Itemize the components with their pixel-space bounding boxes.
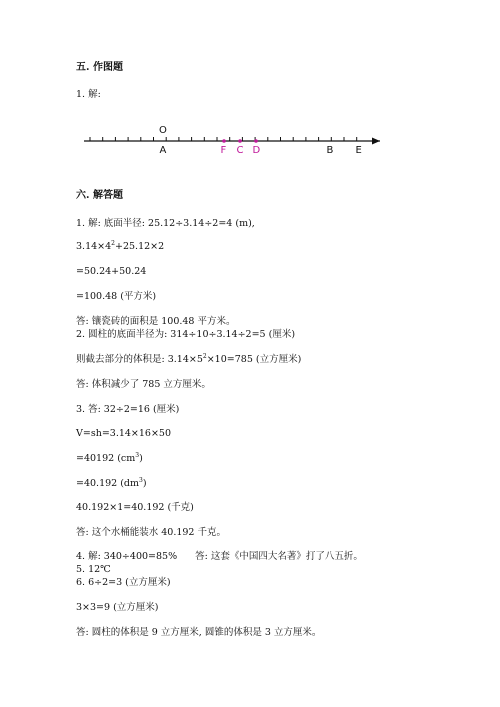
answer-line-2-tail: +25.12×2 (115, 241, 165, 252)
section-5-q1: 1. 解: (76, 89, 101, 100)
answer-line-4: =100.48 (平方米) (76, 291, 157, 302)
section-5-title: 五. 作图题 (76, 62, 123, 73)
answer-line-7 (76, 354, 301, 366)
answer-line-17: 6. 6÷2=3 (立方厘米) (76, 577, 171, 588)
answer-line-7-tail: ×10=785 (立方厘米) (206, 354, 302, 365)
point-marker-f (222, 139, 226, 143)
origin-label: O (159, 125, 167, 136)
answer-line-16: 5. 12℃ (76, 564, 111, 575)
answer-line-1: 1. 解: 底面半径: 25.12÷3.14÷2=4 (m), (76, 218, 255, 229)
point-marker-c (238, 139, 242, 143)
answer-line-3: =50.24+50.24 (76, 266, 147, 277)
close-paren: ) (142, 478, 147, 489)
close-paren: ) (139, 453, 143, 464)
superscript-3: 3 (139, 476, 143, 484)
answer-line-9: 3. 答: 32÷2=16 (厘米) (76, 404, 180, 415)
superscript-2: 2 (111, 239, 115, 247)
answer-line-15-calc: 4. 解: 340÷400=85% (76, 551, 178, 562)
point-label-f: F (220, 145, 227, 156)
answer-line-19: 答: 圆柱的体积是 9 立方厘米, 圆锥的体积是 3 立方厘米。 (76, 627, 322, 638)
number-line-points (160, 139, 362, 156)
superscript-3: 3 (135, 451, 140, 459)
answer-line-10: V=sh=3.14×16×50 (76, 428, 172, 439)
section-6-title: 六. 解答题 (76, 190, 123, 201)
answer-line-11 (76, 453, 143, 465)
answer-line-12 (76, 478, 147, 490)
point-label-c: C (236, 145, 244, 156)
point-marker-d (254, 139, 258, 143)
answer-line-11-head: =40192 (cm (76, 453, 136, 464)
answer-line-15-answer: 答: 这套《中国四大名著》打了八五折。 (195, 551, 363, 562)
answer-line-2 (76, 241, 164, 253)
superscript-2: 2 (202, 352, 207, 360)
point-label-a: A (159, 145, 167, 156)
answer-line-18: 3×3=9 (立方厘米) (76, 602, 159, 613)
point-label-d: D (252, 145, 261, 156)
number-line-arrowhead (372, 138, 380, 145)
number-line-diagram (0, 0, 500, 170)
answer-line-13: 40.192×1=40.192 (千克) (76, 502, 194, 513)
answer-line-8: 答: 体积减少了 785 立方厘米。 (76, 379, 211, 390)
point-label-b: B (326, 145, 334, 156)
answer-line-15 (76, 551, 363, 563)
point-label-e: E (355, 145, 362, 156)
answer-line-12-head: =40.192 (dm (76, 478, 140, 489)
answer-line-2-head: 3.14×4 (76, 241, 112, 252)
answer-line-5: 答: 镶瓷砖的面积是 100.48 平方米。 (76, 316, 236, 327)
answer-line-7-head: 则截去部分的体积是: 3.14×5 (76, 354, 203, 365)
answer-line-14: 答: 这个水桶能装水 40.192 千克。 (76, 527, 227, 538)
answer-line-6: 2. 圆柱的底面半径为: 314÷10÷3.14÷2=5 (厘米) (76, 329, 296, 340)
